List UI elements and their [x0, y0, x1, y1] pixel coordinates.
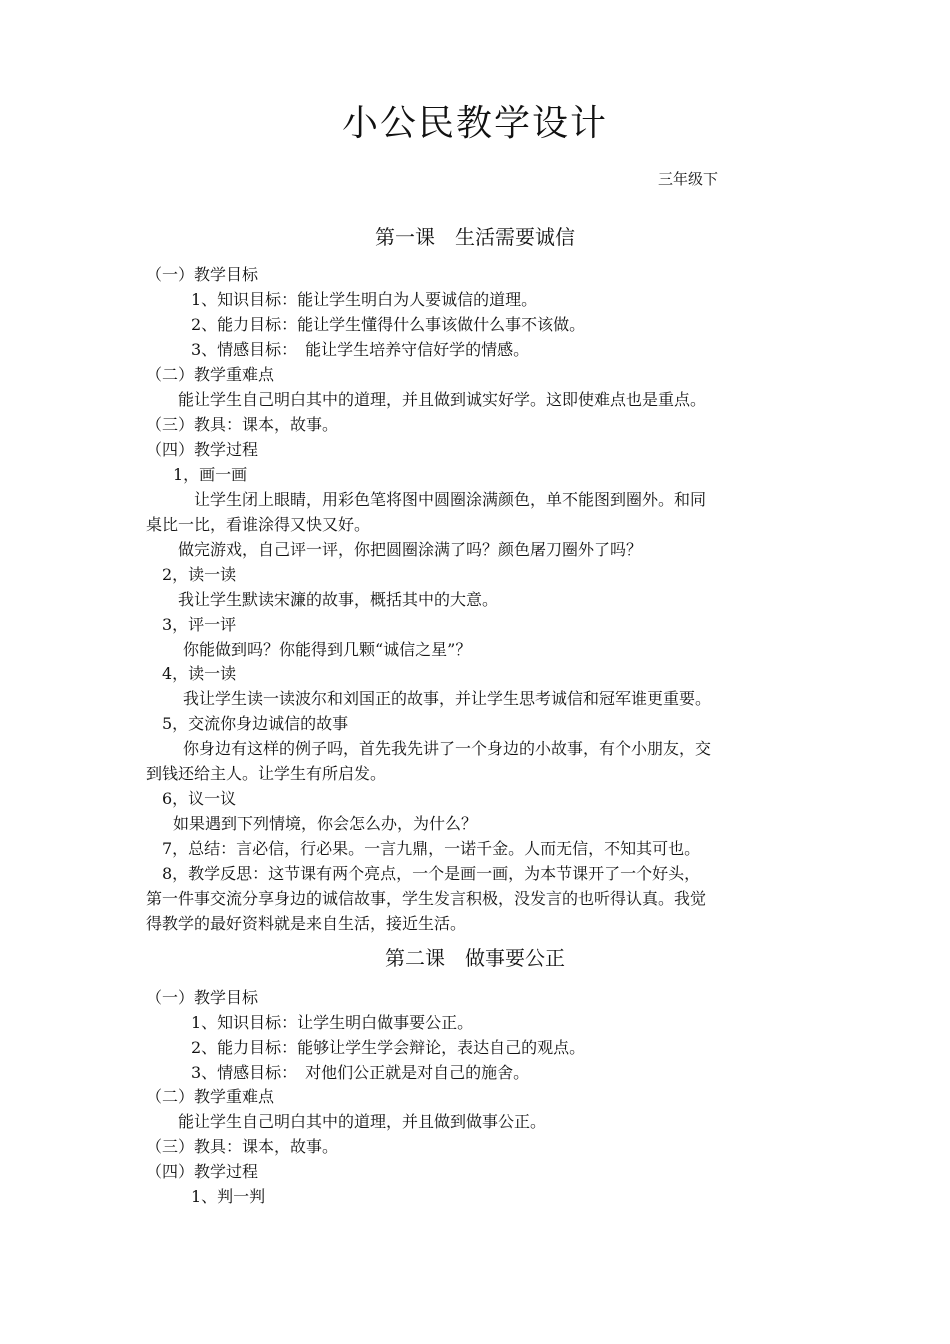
lesson-2-line: （四）教学过程 — [146, 1162, 259, 1181]
lesson-2-line: 1、判一判 — [191, 1187, 266, 1206]
lesson-1-line: 7，总结：言必信，行必果。一言九鼎，一诺千金。人而无信，不知其可也。 — [162, 839, 701, 858]
lesson-1-line: （一）教学目标 — [146, 265, 259, 284]
lesson-2-heading: 第二课 做事要公正 — [385, 946, 565, 970]
lesson-1-line: 得教学的最好资料就是来自生活，接近生活。 — [146, 914, 467, 933]
lesson-1-line: （二）教学重难点 — [146, 365, 275, 384]
lesson-1-line: 1、知识目标：能让学生明白为人要诚信的道理。 — [191, 290, 538, 309]
lesson-1-line: 我让学生读一读波尔和刘国正的故事，并让学生思考诚信和冠军谁更重要。 — [183, 689, 712, 708]
lesson-1-line: 6，议一议 — [162, 789, 237, 808]
lesson-1-line: 4，读一读 — [162, 664, 237, 683]
lesson-1-line: （四）教学过程 — [146, 440, 259, 459]
lesson-1-line: 你身边有这样的例子吗，首先我先讲了一个身边的小故事，有个小朋友，交 — [183, 739, 712, 758]
grade-label: 三年级下 — [658, 170, 719, 188]
lesson-1-line: 1，画一画 — [173, 465, 248, 484]
lesson-1-line: 你能做到吗？你能得到几颗“诚信之星”？ — [183, 640, 472, 659]
document-title: 小公民教学设计 — [341, 103, 608, 144]
lesson-1-line: 桌比一比，看谁涂得又快又好。 — [146, 515, 371, 534]
lesson-2-line: （二）教学重难点 — [146, 1087, 275, 1106]
lesson-2-line: （三）教具：课本，故事。 — [146, 1137, 339, 1156]
lesson-2-line: 能让学生自己明白其中的道理，并且做到做事公正。 — [178, 1112, 547, 1131]
lesson-1-line: 3，评一评 — [162, 615, 237, 634]
lesson-1-line: 3、情感目标： 能让学生培养守信好学的情感。 — [191, 340, 530, 359]
lesson-1-line: （三）教具：课本，故事。 — [146, 415, 339, 434]
lesson-1-line: 2、能力目标：能让学生懂得什么事该做什么事不该做。 — [191, 315, 586, 334]
lesson-2-line: 3、情感目标： 对他们公正就是对自己的施舍。 — [191, 1063, 530, 1082]
lesson-1-line: 到钱还给主人。让学生有所启发。 — [146, 764, 387, 783]
lesson-1-heading: 第一课 生活需要诚信 — [375, 225, 575, 249]
lesson-1-line: 8，教学反思：这节课有两个亮点，一个是画一画，为本节课开了一个好头， — [162, 864, 701, 883]
lesson-1-line: 第一件事交流分享身边的诚信故事，学生发言积极，没发言的也听得认真。我觉 — [146, 889, 707, 908]
lesson-1-line: 2，读一读 — [162, 565, 237, 584]
lesson-2-line: （一）教学目标 — [146, 988, 259, 1007]
lesson-1-line: 我让学生默读宋濂的故事，概括其中的大意。 — [178, 590, 499, 609]
lesson-1-line: 能让学生自己明白其中的道理，并且做到诚实好学。这即使难点也是重点。 — [178, 390, 707, 409]
lesson-1-line: 做完游戏，自己评一评，你把圆圈涂满了吗？颜色屠刀圈外了吗？ — [178, 540, 643, 559]
lesson-1-line: 如果遇到下列情境，你会怎么办，为什么？ — [173, 814, 478, 833]
lesson-1-line: 让学生闭上眼睛，用彩色笔将图中圆圈涂满颜色，单不能图到圈外。和同 — [194, 490, 707, 509]
lesson-1-line: 5，交流你身边诚信的故事 — [162, 714, 349, 733]
lesson-2-line: 1、知识目标：让学生明白做事要公正。 — [191, 1013, 474, 1032]
lesson-2-line: 2、能力目标：能够让学生学会辩论，表达自己的观点。 — [191, 1038, 586, 1057]
